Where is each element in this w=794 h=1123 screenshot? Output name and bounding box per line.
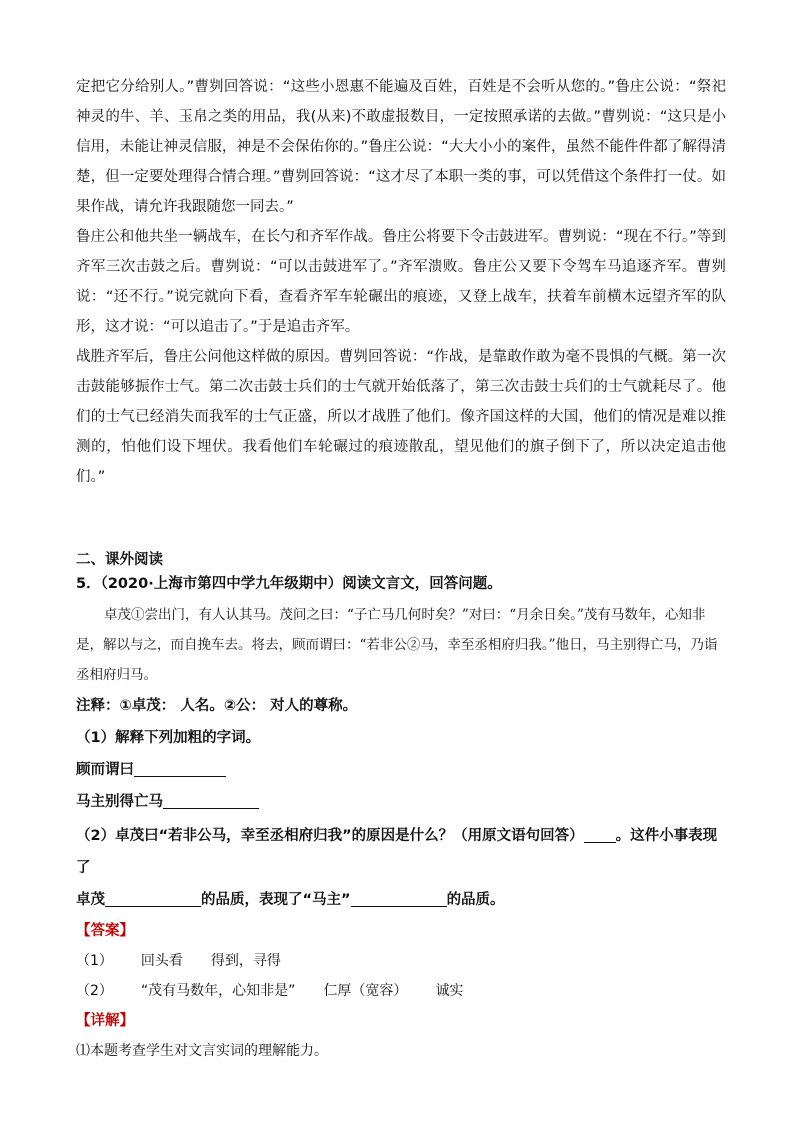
answer-2-z: 诚实 xyxy=(435,983,464,999)
answer-blank-5[interactable] xyxy=(351,888,447,907)
answer-2-y: 仁厚（宽容） xyxy=(323,983,408,999)
question-instruction: 阅读文言文，回答问题。 xyxy=(342,576,502,592)
subquestion-2 xyxy=(76,820,726,884)
classical-text: 卓茂①尝出门，有人认其马。茂问之曰：“子亡马几何时矣？”对曰：“月余日矣。”茂有马数年，心知非是，解以与之，而自挽车去。将去，顾而谓曰：“若非公②马，幸至丞相府归我。”他日，马主别得亡马，乃诣丞相府归马。 xyxy=(76,607,718,683)
answer-blank-2[interactable] xyxy=(163,790,259,809)
passage-paragraph-1: 定把它分给别人。”曹刿回答说：“这些小恩惠不能遍及百姓，百姓是不会听从您的。”鲁庄公说：“祭祀神灵的牛、羊、玉帛之类的用品，我(从来)不敢虚报数目，一定按照承诺的去做。”曹刿说：“这只是小信用，未能让神灵信服，神是不会保佑你的。”鲁庄公说：“大大小小的案件，虽然不能件件都了解得清楚，但一定要处理得合情合理。”曹刿回答说：“这才尽了本职一类的事，可以凭借这个条件打一仗。如果作战，请允许我跟随您一同去。” xyxy=(76,79,726,215)
answer-line-2 xyxy=(76,976,726,1006)
passage-paragraph-3: 战胜齐军后，鲁庄公问他这样做的原因。曹刿回答说：“作战，是靠敢作敢为毫不畏惧的气概。第一次击鼓能够振作士气。第二次击鼓士兵们的士气就开始低落了，第三次击鼓士兵们的士气就耗尽了。他们的士气已经消失而我军的士气正盛，所以才战胜了他们。像齐国这样的大国，他们的情况是难以推测的，怕他们设下埋伏。我看他们车轮碾过的痕迹散乱，望见他们的旗子倒下了，所以决定追击他们。” xyxy=(76,349,726,485)
answer-2-number: （2） xyxy=(76,983,113,999)
explain-line-1: ⑴本题考查学生对文言实词的理解能力。 xyxy=(76,1043,328,1059)
subquestion-2-text-c: 卓茂 xyxy=(76,892,105,908)
subquestion-2-text-d: 的品质，表现了“马主” xyxy=(201,892,351,908)
answer-tag: 【答案】 xyxy=(76,923,134,939)
subquestion-2-text-b: 。这件小事表现了 xyxy=(76,828,718,876)
answer-blank-1[interactable] xyxy=(134,758,226,777)
answer-1-x: 回头看 xyxy=(140,953,183,969)
section-title: 二、课外阅读 xyxy=(76,552,163,568)
subquestion-2-cont xyxy=(76,884,726,916)
term-1: 顾而谓曰 xyxy=(76,762,134,778)
spacer xyxy=(76,492,726,548)
answer-1-y: 得到，寻得 xyxy=(210,953,281,969)
subquestion-1: （1）解释下列加粗的字词。 xyxy=(76,730,261,746)
question-source: 5．（2020·上海市第四中学九年级期中） xyxy=(76,576,343,592)
answer-line-1 xyxy=(76,946,726,976)
answer-blank-4[interactable] xyxy=(105,888,201,907)
document-page xyxy=(76,72,726,1066)
term-line-1 xyxy=(76,754,726,786)
term-line-2 xyxy=(76,786,726,818)
answer-blank-3[interactable] xyxy=(584,824,616,843)
annotation-notes: 注释：①卓茂： 人名。②公： 对人的尊称。 xyxy=(76,698,358,714)
subquestion-2-text: （2）卓茂曰“若非公马，幸至丞相府归我”的原因是什么？（用原文语句回答） xyxy=(76,828,584,844)
passage-paragraph-2: 鲁庄公和他共坐一辆战车，在长勺和齐军作战。鲁庄公将要下令击鼓进军。曹刿说：“现在不行。”等到齐军三次击鼓之后。曹刿说：“可以击鼓进军了。”齐军溃败。鲁庄公又要下令驾车马追逐齐军。曹刿说：“还不行。”说完就向下看，查看齐军车轮碾出的痕迹，又登上战车，扶着车前横木远望齐军的队形，这才说：“可以追击了。”于是追击齐军。 xyxy=(76,229,726,335)
subquestion-2-text-e: 的品质。 xyxy=(446,892,505,908)
answer-1-number: （1） xyxy=(76,953,113,969)
term-2: 马主别得亡马 xyxy=(76,794,163,810)
question-header xyxy=(76,572,726,596)
explain-tag: 【详解】 xyxy=(76,1013,134,1029)
answer-2-x: “茂有马数年，心知非是” xyxy=(140,983,296,999)
